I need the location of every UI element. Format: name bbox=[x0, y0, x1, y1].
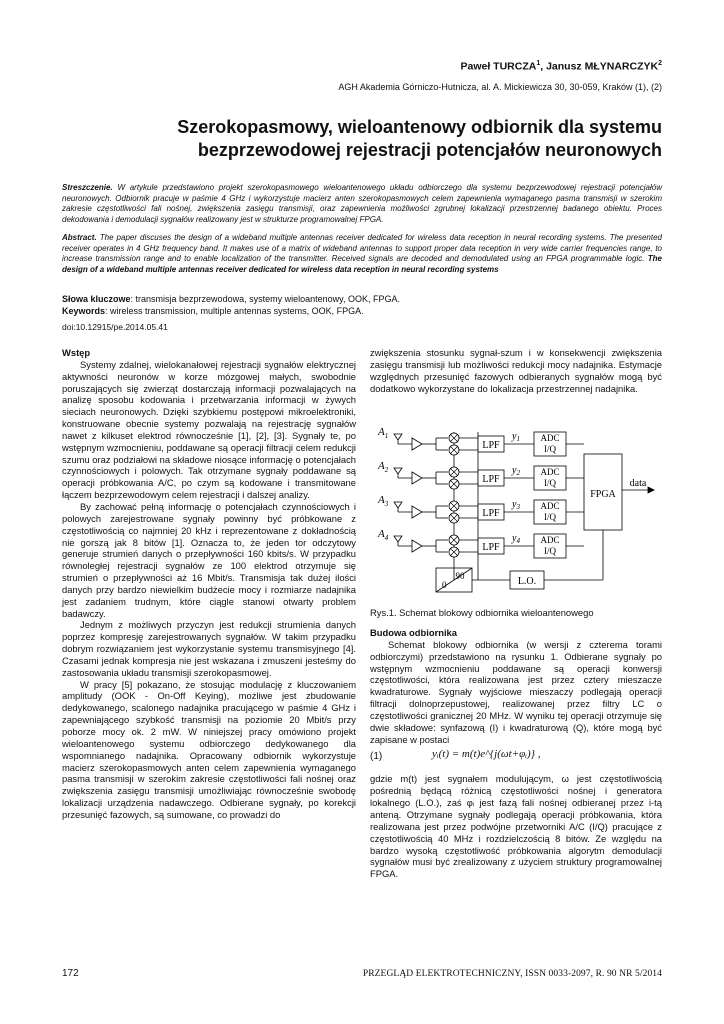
receive-chains bbox=[377, 426, 584, 558]
adc-label-2: ADC bbox=[540, 467, 560, 477]
lpf-label-3: LPF bbox=[482, 508, 500, 519]
adc-iq-label-1: I/Q bbox=[544, 444, 556, 454]
equation-expression: yᵢ(t) = m(t)e^{j(ωt+φᵢ)} , bbox=[432, 748, 541, 761]
intro-paragraph-2: By zachować pełną informację o potencjałach czynnościowych i polowych zarejestrowane sygnały powinny być próbkowane z częstotliwością co najmniej 20 kHz i reprezentowane z dokładnością nie gorszą jak 8 bitów [1]. Oznacza to, że jeden tor odczytowy generuje strumień danych o przepływności 160 kbits/s. W przypadku równoległej rejestracji sygnałów ze 100 elektrod otrzymuje się strumień o przepływności aż 16 Mbit/s. Transmisja tak dużej ilości danych przy bardzo niewielkim budżecie mocy i rozmiarze nadajnika jest zadaniem trudnym, które ciągle stanowi otwarty problem badawczy. bbox=[62, 500, 356, 619]
abstract-title-en: The design of a wideband multiple antennas receiver dedicated for wireless data reception in neural recording systems bbox=[62, 254, 662, 274]
equation-1 bbox=[370, 745, 662, 773]
receiver-paragraph-2: gdzie m(t) jest sygnałem modulującym, ω jest częstotliwością pośrednią będącą różnicą częstotliwości nośnej i generatora lokalnego (L.O.), zaś φᵢ jest fazą fali nośnej odbieranej przez i-tą anteną. Otrzymane sygnały podlegają operacji próbkowania, która realizowana jest przez podwójne przetworniki A/C (I/Q) pracujące z częstotliwością 40 MHz i rozdzielczością 8 bitów. Ze względu na bardzo wysoką częstotliwość próbkowania algorytm demodulacji sygnałów musi być zrealizowany z użyciem struktury programowalnej FPGA. bbox=[370, 773, 662, 880]
figure-caption: Rys.1. Schemat blokowy odbiornika wieloantenowego bbox=[370, 607, 594, 618]
right-column-bottom bbox=[370, 627, 662, 880]
streszczenie-label: Streszczenie. bbox=[62, 183, 113, 192]
y-label-3: $y_3$ bbox=[512, 499, 520, 511]
antenna-label-2: $A_2$ bbox=[378, 460, 389, 474]
amplifier-icon-2 bbox=[412, 472, 422, 484]
antenna-sub-4: 4 bbox=[384, 534, 389, 542]
adc-iq-label-4: I/Q bbox=[544, 546, 556, 556]
section-heading-receiver: Budowa odbiornika bbox=[370, 627, 457, 638]
title-line-1: Szerokopasmowy, wieloantenowy odbiornik dla systemu bbox=[177, 117, 662, 137]
keywords-pl-label: Słowa kluczowe bbox=[62, 294, 131, 304]
abstract bbox=[62, 233, 662, 275]
y-sub-4: 4 bbox=[516, 537, 520, 545]
abstract-text: The paper discuses the design of a wideband multiple antennas receiver dedicated for wireless data reception in neural recording systems. The presented receiver operates in 4 GHz frequency band. It makes use of a matrix of wideband antennas to support proper data reception in very wide carrier frequencies range, to increase transmission range and to enable localization of the transmitter. Received signals are decoded and demodulated using an FPGA programmable logic. bbox=[62, 233, 662, 264]
left-column bbox=[62, 347, 356, 821]
antenna-icon-3 bbox=[394, 502, 412, 512]
author-1-affil: 1 bbox=[536, 60, 541, 67]
data-arrowhead bbox=[648, 487, 654, 493]
adc-label-4: ADC bbox=[540, 535, 560, 545]
antenna-label-1: $A_1$ bbox=[378, 426, 389, 440]
doi: doi:10.12915/pe.2014.05.41 bbox=[62, 322, 168, 332]
section-heading-intro: Wstęp bbox=[62, 347, 91, 358]
y-sub-3: 3 bbox=[516, 503, 520, 511]
lo-label: L.O. bbox=[517, 576, 537, 587]
antenna-icon-2 bbox=[394, 468, 412, 478]
streszczenie-text: W artykule przedstawiono projekt szerokopasmowego wieloantenowego układu odbiorczego dla systemu bezprzewodowej rejestracji potencjałów neuronowych. Odbiornik pracuje w paśmie 4 GHz i wykorzystuje macierz anten szerokopasmowych celem zapewnienia wymaganego pasma transmisji w szerokim zakresie częstotliwości fali nośnej, zwiększenia zasięgu transmisji, oraz zapewnienia możliwości zgrubnej lokalizacji przestrzennej badanego obiektu. Proces dekodowania i demodulacji sygnałów realizowany jest w strukturze programowalnej FPGA. bbox=[62, 183, 662, 224]
keywords bbox=[62, 293, 662, 317]
y-sub-1: 1 bbox=[516, 435, 520, 443]
streszczenie bbox=[62, 183, 662, 225]
keywords-en-label: Keywords bbox=[62, 306, 106, 316]
title-line-2: bezprzewodowej rejestracji potencjałów neuronowych bbox=[197, 140, 662, 160]
journal-footer: PRZEGLĄD ELEKTROTECHNICZNY, ISSN 0033-2097, R. 90 NR 5/2014 bbox=[362, 969, 662, 979]
y-label-2: $y_2$ bbox=[512, 465, 520, 477]
page-number: 172 bbox=[62, 968, 79, 979]
right-column-top bbox=[370, 347, 662, 394]
intro-paragraph-continued: zwiększenia stosunku sygnał-szum i w konsekwencji zwiększenia zasięgu transmisji lub możliwości redukcji mocy nadajnika. Estymacje względnych przesunięć fazowych odbieranych sygnałów mogą być dodatkowo wykorzystane do lokalizacja przestrzennej nadajnika. bbox=[370, 347, 662, 394]
antenna-icon-1 bbox=[394, 434, 412, 444]
adc-iq-label-2: I/Q bbox=[544, 478, 556, 488]
intro-paragraph-3: Jednym z możliwych przyczyn jest redukcji strumienia danych poprzez kompresję zarejestrowanych sygnałów. W takim przypadku dobrym rozwiązaniem jest wykorzystanie systemu transmisyjnego [4]. Czasami jednak kompresja nie jest wskazana i zmuszeni jesteśmy do zastosowania układu transmisji szerokopasmowej. bbox=[62, 619, 356, 678]
equation-number: (1) bbox=[370, 751, 383, 763]
lpf-label-4: LPF bbox=[482, 542, 500, 553]
amplifier-icon-3 bbox=[412, 506, 422, 518]
antenna-sub-3: 3 bbox=[384, 500, 389, 508]
intro-paragraph-1: Systemy zdalnej, wielokanałowej rejestracji sygnałów elektrycznej aktywności neuronów w korze mózgowej małych, swobodnie poruszających się zwierząt dostarczają informacji pozwalających na analizę sposobu kodowania i przetwarzania informacji w żywych sieciach neuronowych. Dzięki szybkiemu postępowi mikroelektroniki, konstruowane obecnie systemy pozwalają na rejestrację sygnałów nawet z kilkuset elektrod równocześnie [1], [2], [3]. Sygnały te, po wstępnym wzmocnieniu, poddawane są operacji filtracji celem redukcji szumu oraz podziałowi na składowe niosące informację o potencjałach czynnościowych i polowych. Tak otrzymane sygnały poddawane są operacji próbkowania A/C, po czym są kodowane i transmitowane łączem bezprzewodowym celem rejestracji i dalszej analizy. bbox=[62, 358, 356, 501]
abstract-label: Abstract. bbox=[62, 233, 97, 242]
author-2-affil: 2 bbox=[658, 60, 662, 67]
receiver-block-diagram bbox=[372, 418, 660, 596]
keywords-pl bbox=[62, 293, 662, 305]
amplifier-icon-1 bbox=[412, 438, 422, 450]
antenna-sub-2: 2 bbox=[384, 466, 389, 474]
authors bbox=[460, 60, 662, 73]
intro-paragraph-4: W pracy [5] pokazano, że stosując modulację z kluczowaniem amplitudy (OOK - On-Off Keying), możliwe jest zbudowanie dedykowanego, scalonego nadajnika pracującego w paśmie 4 GHz i zapewniającego szybkość transmisji na poziomie 20 Mbit/s przy poborze mocy ok. 2 mW. W niniejszej pracy omówiono projekt wieloantenowego systemu odbiorczego dedykowanego dla wspomnianego nadajnika. Opracowany odbiornik wykorzystuje macierz szerokopasmowych anten celem zapewnienia wymaganego pasma transmisji w szerokim zakresie częstotliwości fali nośnej oraz zwiększenia zasięgu transmisji umożliwiając równocześnie swobodę lokalizacji urządzenia nadawczego. Odbierane sygnały, po korekcji przesunięć fazowych, są sumowane, co prowadzi do bbox=[62, 678, 356, 820]
affiliation: AGH Akademia Górniczo-Hutnicza, al. A. Mickiewicza 30, 30-059, Kraków (1), (2) bbox=[338, 82, 662, 92]
y-label-1: $y_1$ bbox=[512, 431, 520, 443]
phase-0-label: 0 bbox=[442, 580, 447, 590]
adc-label-3: ADC bbox=[540, 501, 560, 511]
y-label-4: $y_4$ bbox=[512, 533, 520, 545]
author-separator: , bbox=[540, 60, 547, 73]
author-1: Paweł TURCZA bbox=[460, 60, 537, 73]
antenna-sub-1: 1 bbox=[384, 432, 389, 440]
data-label: data bbox=[629, 478, 647, 489]
antenna-label-4: $A_4$ bbox=[378, 528, 389, 542]
keywords-en-text: : wireless transmission, multiple antennas systems, OOK, FPGA. bbox=[105, 306, 364, 316]
lpf-label-2: LPF bbox=[482, 474, 500, 485]
keywords-en bbox=[62, 305, 662, 317]
fpga-label: FPGA bbox=[590, 489, 616, 500]
antenna-icon-4 bbox=[394, 536, 412, 546]
amplifier-icon-4 bbox=[412, 540, 422, 552]
phase-90-label: 90 bbox=[455, 571, 465, 581]
adc-label-1: ADC bbox=[540, 433, 560, 443]
y-sub-2: 2 bbox=[516, 469, 520, 477]
keywords-pl-text: : transmisja bezprzewodowa, systemy wieloantenowy, OOK, FPGA. bbox=[130, 294, 400, 304]
lpf-label-1: LPF bbox=[482, 440, 500, 451]
author-2: Janusz MŁYNARCZYK bbox=[546, 60, 659, 73]
adc-iq-label-3: I/Q bbox=[544, 512, 556, 522]
antenna-label-3: $A_3$ bbox=[378, 494, 389, 508]
paper-title bbox=[102, 116, 662, 162]
receiver-paragraph-1: Schemat blokowy odbiornika (w wersji z czterema torami odbiorczymi) przedstawiono na rysunku 1. Odbierane sygnały po wstępnym wzmocnieniu poddawane są operacji konwersji częstotliwości, która realizowana jest przez cztery mieszacze kwadraturowe. Sygnały wyjściowe mieszaczy podlegają operacji filtracji dolnoprzepustowej, realizowanej przez filtry LC o częstotliwości granicznej 20 MHz. W wyniku tej operacji otrzymuje się dwie składowe: synfazową (I) i kwadraturową (Q), które mogą być zapisane w postaci bbox=[370, 638, 662, 745]
